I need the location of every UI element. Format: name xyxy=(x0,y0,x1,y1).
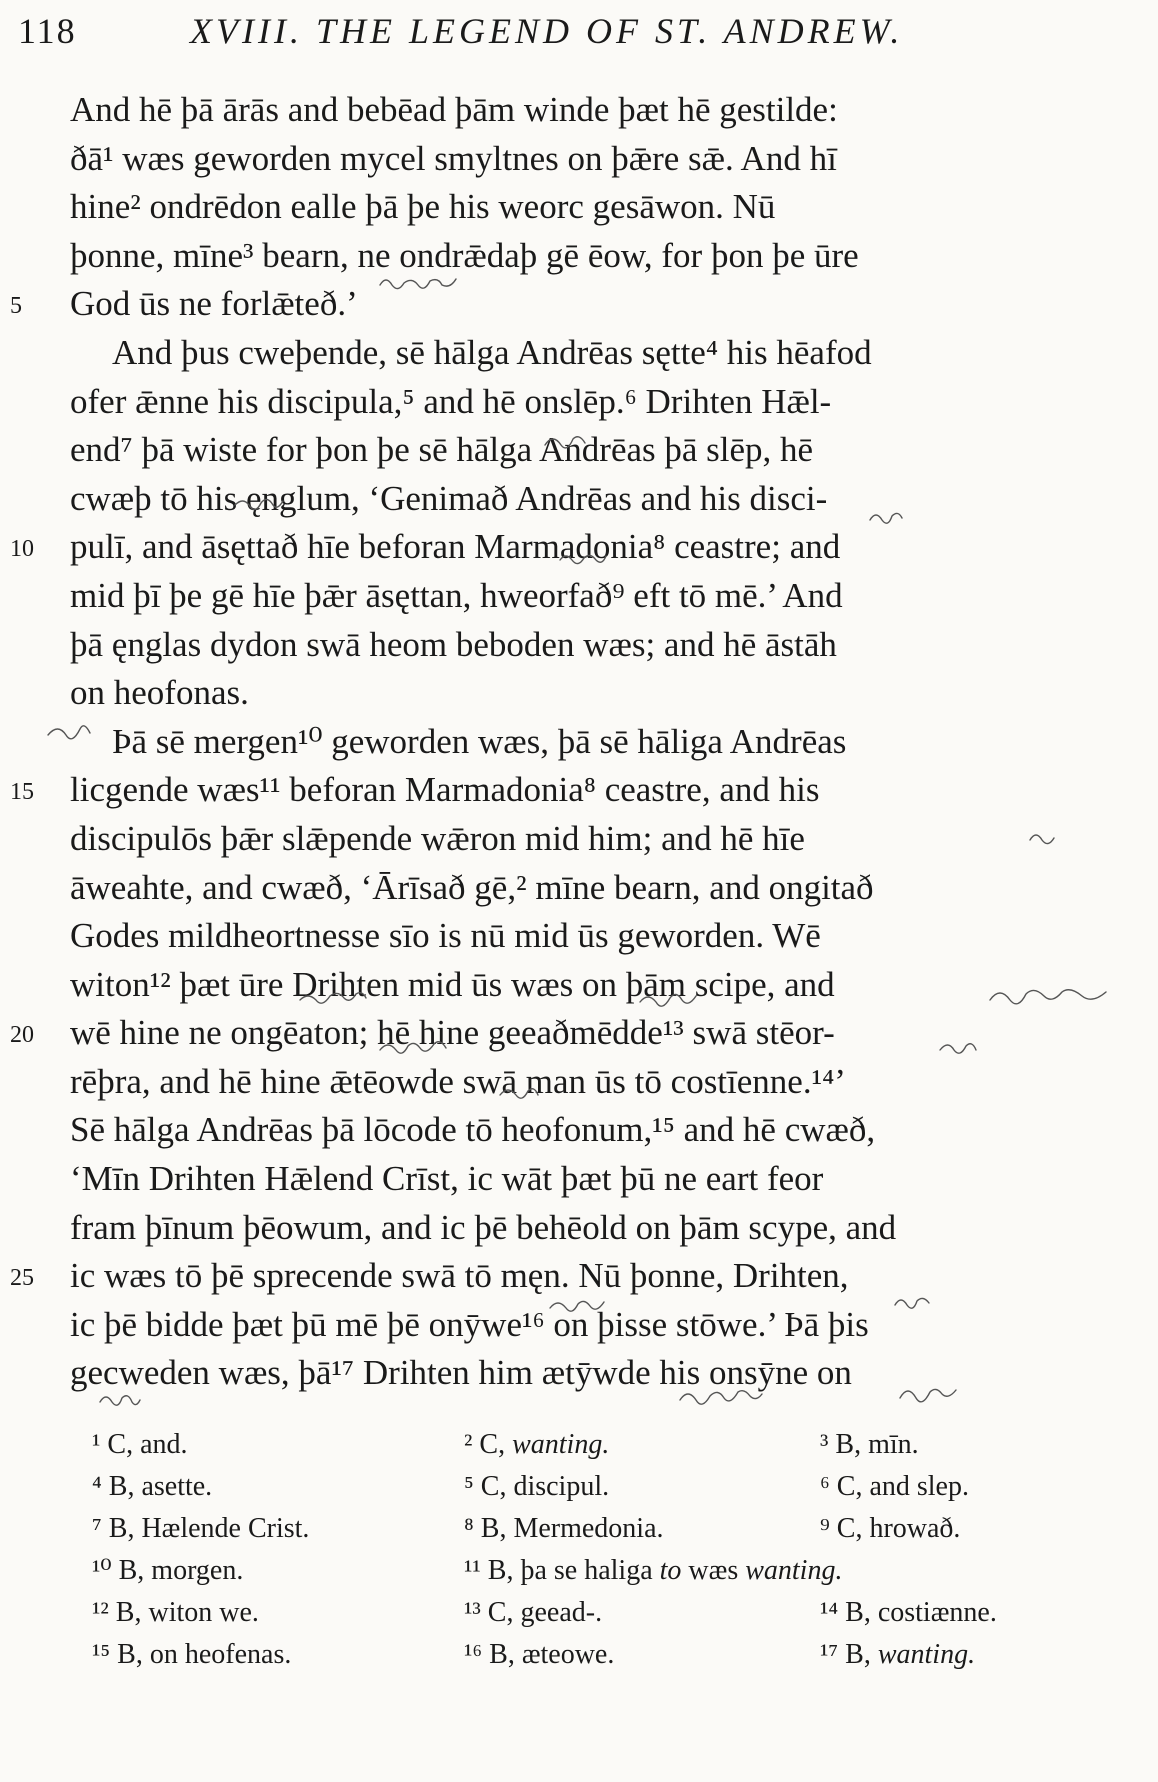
footnote-text: C, and slep. xyxy=(836,1471,969,1502)
footnote-mark: ⁴ xyxy=(92,1471,102,1502)
line-text: hine² ondrēdon ealle þā þe his weorc gesāwon. Nū xyxy=(70,187,776,227)
footnote-italic: wanting. xyxy=(512,1429,610,1460)
footnote-text: C, discipul. xyxy=(480,1471,610,1502)
line-text: Sē hālga Andrēas þā lōcode tō heofonum,¹⁵ and hē cwæð, xyxy=(70,1110,876,1150)
footnote xyxy=(464,1424,609,1466)
line-text: And hē þā ārās and bebēad þām winde þæt hē gestilde: xyxy=(70,90,838,129)
footnote-text: C, hrowað. xyxy=(836,1513,961,1544)
text-line xyxy=(70,669,1080,718)
text-line xyxy=(70,86,1080,135)
footnote xyxy=(820,1592,997,1634)
footnote-source: C, xyxy=(479,1429,513,1460)
footnote-mark: ¹ xyxy=(92,1429,101,1460)
line-text: ofer ǣnne his discipula,⁵ and hē onslēp.⁶ Drihten Hǣl- xyxy=(70,381,832,421)
footnote-mark: ¹⁵ xyxy=(92,1639,111,1670)
footnote-text: B, costiænne. xyxy=(845,1597,997,1628)
footnote-text: B, mīn. xyxy=(835,1429,919,1460)
text-line xyxy=(70,572,1080,621)
main-text xyxy=(10,86,1080,1398)
line-text: pulī, and āsęttað hīe beforan Marmadonia⁸ ceastre; and xyxy=(70,527,841,567)
line-text: wē hine ne ongēaton; hē hine geeaðmēdde¹³ swā stēor- xyxy=(70,1013,835,1053)
line-text: And þus cweþende, sē hālga Andrēas sętte⁴ his hēafod xyxy=(112,332,872,372)
text-line xyxy=(10,280,1080,329)
footnote xyxy=(820,1508,960,1550)
text-line xyxy=(70,378,1080,427)
text-line xyxy=(70,815,1080,864)
footnote-mark: ¹³ xyxy=(464,1597,481,1628)
text-line xyxy=(70,1349,1080,1398)
text-line xyxy=(70,1058,1080,1107)
footnote-row xyxy=(92,1550,1092,1592)
footnote-row xyxy=(92,1424,1092,1466)
line-text: on heofonas. xyxy=(70,673,249,713)
footnote-mark: ⁸ xyxy=(464,1513,474,1544)
text-line xyxy=(70,864,1080,913)
footnote xyxy=(464,1634,614,1676)
footnote-row xyxy=(92,1508,1092,1550)
footnote-mark: ⁶ xyxy=(820,1471,830,1502)
line-text: discipulōs þǣr slǣpende wǣron mid him; and hē hīe xyxy=(70,818,805,858)
footnote xyxy=(820,1424,919,1466)
footnote-mark: ¹¹ xyxy=(464,1555,481,1586)
footnote-text: C, geead-. xyxy=(487,1597,603,1628)
text-line xyxy=(70,621,1080,670)
footnote-italic: to xyxy=(659,1555,682,1586)
footnotes xyxy=(92,1424,1092,1676)
running-title: XVIII. THE LEGEND OF ST. ANDREW. xyxy=(190,11,904,51)
footnote-mark: ¹⁰ xyxy=(92,1555,112,1586)
footnote-text: B, witon we. xyxy=(115,1597,259,1628)
line-text: rēþra, and hē hine ǣtēowde swā man ūs tō costīenne.¹⁴’ xyxy=(70,1061,846,1101)
line-text: mid þī þe gē hīe þǣr āsęttan, hweorfað⁹ eft tō mē.’ And xyxy=(70,575,843,615)
footnote-mark: ¹⁶ xyxy=(464,1639,483,1670)
line-number: 20 xyxy=(10,1022,34,1049)
footnote xyxy=(464,1592,602,1634)
text-line xyxy=(70,475,1080,524)
line-number: 5 xyxy=(10,293,22,320)
line-text: licgende wæs¹¹ beforan Marmadonia⁸ ceastre, and his xyxy=(70,770,820,810)
line-text: Godes mildheortnesse sīo is nū mid ūs geworden. Wē xyxy=(70,916,821,956)
footnote-mark: ⁹ xyxy=(820,1513,830,1544)
text-line xyxy=(70,1106,1080,1155)
text-line xyxy=(70,329,1080,378)
line-number: 10 xyxy=(10,536,34,563)
footnote xyxy=(92,1424,188,1466)
footnote xyxy=(820,1634,975,1676)
line-text: Þā sē mergen¹⁰ geworden wæs, þā sē hāliga Andrēas xyxy=(112,721,847,761)
text-line xyxy=(70,426,1080,475)
footnote xyxy=(92,1508,309,1550)
footnote-row xyxy=(92,1592,1092,1634)
text-line xyxy=(70,718,1080,767)
line-text: witon¹² þæt ūre Drihten mid ūs wæs on þām scipe, and xyxy=(70,964,835,1004)
footnote-text: B, Mermedonia. xyxy=(480,1513,664,1544)
line-text: fram þīnum þēowum, and ic þē behēold on þām scype, and xyxy=(70,1207,897,1247)
footnote xyxy=(92,1550,243,1592)
footnote-text: B, æteowe. xyxy=(489,1639,615,1670)
footnote-mark: ³ xyxy=(820,1429,829,1460)
text-line xyxy=(70,961,1080,1010)
footnote-text: B, þa se haliga xyxy=(487,1555,653,1586)
footnote-mark: ¹⁴ xyxy=(820,1597,839,1628)
footnote-text: B, asette. xyxy=(108,1471,213,1502)
line-text: God ūs ne forlǣteð.’ xyxy=(70,284,358,324)
text-line xyxy=(70,1155,1080,1204)
footnote xyxy=(464,1508,664,1550)
line-text: ic þē bidde þæt þū mē þē onȳwe¹⁶ on þisse stōwe.’ Þā þis xyxy=(70,1304,869,1344)
footnote-mark: ² xyxy=(464,1429,473,1460)
line-text: þonne, mīne³ bearn, ne ondrǣdaþ gē ēow, for þon þe ūre xyxy=(70,235,859,275)
footnote-text: B, morgen. xyxy=(118,1555,244,1586)
text-line xyxy=(70,912,1080,961)
text-line xyxy=(10,766,1080,815)
footnote-text: B, on heofenas. xyxy=(117,1639,292,1670)
line-text: ic wæs tō þē sprecende swā tō męn. Nū þonne, Drihten, xyxy=(70,1256,849,1296)
text-line xyxy=(70,232,1080,281)
line-number: 25 xyxy=(10,1265,34,1292)
text-line xyxy=(70,1301,1080,1350)
footnote xyxy=(92,1634,291,1676)
footnote-text: C, and. xyxy=(107,1429,188,1460)
text-line xyxy=(10,523,1080,572)
text-line xyxy=(70,1204,1080,1253)
line-text: cwæþ tō his ęnglum, ‘Genimað Andrēas and his disci- xyxy=(70,478,828,518)
line-text: end⁷ þā wiste for þon þe sē hālga Andrēas þā slēp, hē xyxy=(70,430,814,470)
footnote xyxy=(820,1466,969,1508)
line-text: ðā¹ wæs geworden mycel smyltnes on þǣre sǣ. And hī xyxy=(70,138,837,178)
line-text: āweahte, and cwæð, ‘Ārīsað gē,² mīne bearn, and ongitað xyxy=(70,867,874,907)
line-text: þā ęnglas dydon swā heom beboden wæs; and hē āstāh xyxy=(70,624,837,664)
footnote xyxy=(464,1466,609,1508)
footnote xyxy=(464,1550,842,1592)
footnote-text: wæs xyxy=(681,1555,746,1586)
footnote-mark: ⁷ xyxy=(92,1513,102,1544)
footnote xyxy=(92,1466,212,1508)
footnote-row xyxy=(92,1466,1092,1508)
footnote-italic: wanting. xyxy=(877,1639,976,1670)
page-number: 118 xyxy=(18,11,77,51)
line-text: ‘Mīn Drihten Hǣlend Crīst, ic wāt þæt þū ne eart feor xyxy=(70,1159,824,1199)
footnote-italic: wanting. xyxy=(745,1555,843,1586)
footnote-text: B, Hælende Crist. xyxy=(108,1513,310,1544)
text-line xyxy=(10,1009,1080,1058)
line-text: gecweden wæs, þā¹⁷ Drihten him ætȳwde his onsȳne on xyxy=(70,1353,852,1393)
running-header xyxy=(18,8,1138,54)
text-line xyxy=(70,135,1080,184)
footnote-row xyxy=(92,1634,1092,1676)
footnote xyxy=(92,1592,259,1634)
footnote-mark: ¹² xyxy=(92,1597,109,1628)
line-number: 15 xyxy=(10,779,34,806)
text-line xyxy=(10,1252,1080,1301)
footnote-source: B, xyxy=(845,1639,878,1670)
footnote-mark: ¹⁷ xyxy=(820,1639,839,1670)
footnote-mark: ⁵ xyxy=(464,1471,474,1502)
text-line xyxy=(70,183,1080,232)
